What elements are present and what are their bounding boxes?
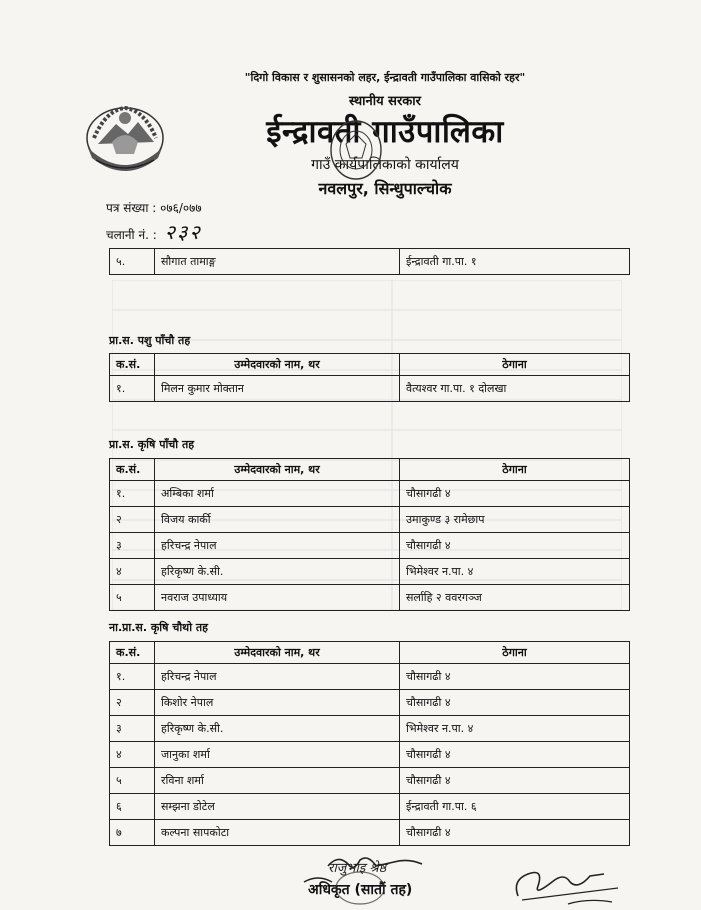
candidate-table-top <box>109 248 630 275</box>
candidate-table <box>109 353 630 402</box>
table-header-row: क.सं. उम्मेदवारको नाम, थर ठेगाना <box>110 642 630 664</box>
office-stamp-icon <box>328 118 384 182</box>
table-row: ५ नवराज उपाध्याय सर्लाहि २ ववरगञ्ज <box>110 585 630 611</box>
section-title: प्रा.स. पशु पाँचौ तह <box>109 334 191 347</box>
table-row: १. हरिचन्द्र नेपाल चौसागढी ४ <box>110 664 630 690</box>
table-row: ३ हरिचन्द्र नेपाल चौसागढी ४ <box>110 533 630 559</box>
table-row: ३ हरिकृष्ण के.सी. भिमेश्वर न.पा. ४ <box>110 716 630 742</box>
candidate-table <box>109 458 630 611</box>
table-row: ६ सम्झना डोटेल ईन्द्रावती गा.पा. ६ <box>110 794 630 820</box>
candidate-table <box>109 641 630 846</box>
dispatch-number: चलानी नं. : २३२ <box>106 220 202 244</box>
municipality-title: ईन्द्रावती गाउँपालिका <box>266 114 504 150</box>
svg-text:अधिकृत (सातौं तह): अधिकृत (सातौं तह) <box>308 882 413 898</box>
table-row: १. मिलन कुमार मोक्तान वैत्यश्वर गा.पा. १ दोलखा <box>110 376 630 402</box>
table-header-row: क.सं. उम्मेदवारको नाम, थर ठेगाना <box>110 459 630 481</box>
office-name: गाउँ कार्यपालिकाको कार्यालय <box>311 157 459 173</box>
nepal-emblem-icon <box>76 98 174 180</box>
table-row: ४ हरिकृष्ण के.सी. भिमेश्वर न.पा. ४ <box>110 559 630 585</box>
table-header-row: क.सं. उम्मेदवारको नाम, थर ठेगाना <box>110 354 630 376</box>
signature-scribble <box>508 860 626 906</box>
table-row: ५ रविना शर्मा चौसागढी ४ <box>110 768 630 794</box>
officer-signature <box>298 852 458 910</box>
table-row: ७ कल्पना सापकोटा चौसागढी ४ <box>110 820 630 846</box>
section-title: प्रा.स. कृषि पाँचौ तह <box>109 438 195 451</box>
table-row: २ किशोर नेपाल चौसागढी ४ <box>110 690 630 716</box>
table-row: १. अम्बिका शर्मा चौसागढी ४ <box>110 481 630 507</box>
letter-number: पत्र संख्या : ०७६/०७७ <box>106 201 202 215</box>
table-row: ४ जानुका शर्मा चौसागढी ४ <box>110 742 630 768</box>
slogan: "दिगो विकास र शुसासनको लहर, ईन्द्रावती गाउँपालिका वासिको रहर" <box>244 71 526 84</box>
svg-text:राजुभाइ श्रेष्ठ: राजुभाइ श्रेष्ठ <box>328 861 387 876</box>
office-address: नवलपुर, सिन्धुपाल्चोक <box>318 179 452 198</box>
government-label: स्थानीय सरकार <box>349 94 421 109</box>
table-row: ५. सौगात तामाङ्ग ईन्द्रावती गा.पा. १ <box>110 249 630 275</box>
section-title: ना.प्रा.स. कृषि चौथो तह <box>109 621 209 634</box>
table-row: २ विजय कार्की उमाकुण्ड ३ रामेछाप <box>110 507 630 533</box>
